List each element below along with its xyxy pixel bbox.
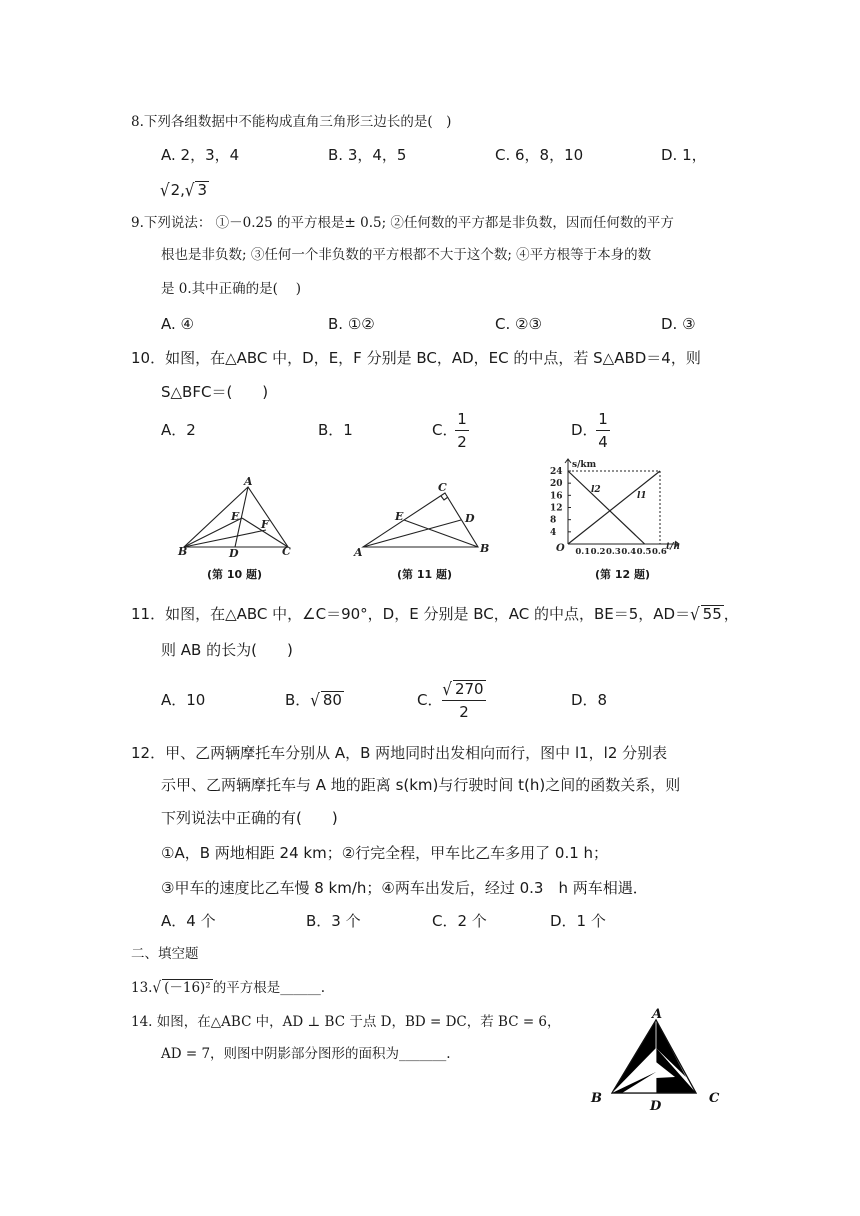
y-tick-label: 8	[550, 515, 557, 526]
y-tick-label: 24	[550, 467, 563, 477]
q12-option-a: A．4 个	[161, 912, 216, 930]
fig11-label-e: E	[395, 510, 404, 523]
q14-line2: AD = 7，则图中阴影部分图形的面积为_______.	[161, 1046, 451, 1062]
fig12-origin: O	[556, 543, 565, 554]
q8-option-a: A. 2，3，4	[161, 146, 240, 164]
figure-10	[170, 475, 300, 565]
q9-option-a: A. ④	[161, 315, 194, 333]
q9-option-d: D. ③	[661, 315, 696, 333]
fig12-y-axis-label: s/km	[572, 460, 597, 470]
fig10-label-a: A	[244, 475, 253, 488]
q9-line1: 9.下列说法： ①－0.25 的平方根是± 0.5; ②任何数的平方都是非负数，因而任何数的平方	[131, 215, 674, 231]
q9-option-b: B. ①②	[328, 315, 375, 333]
y-tick-label: 4	[550, 527, 557, 538]
q10-option-b: B．1	[318, 421, 353, 439]
q10-option-c-fraction: 1 2	[455, 410, 469, 451]
fig14-label-d: D	[650, 1099, 662, 1114]
q10-option-d-fraction: 1 4	[596, 410, 610, 451]
fig12-line-label-l1: l1	[637, 491, 647, 501]
q10-option-a: A．2	[161, 421, 196, 439]
fig10-label-c: C	[282, 545, 291, 558]
q12-option-b: B．3 个	[306, 912, 361, 930]
q8-option-b: B. 3，4，5	[328, 146, 407, 164]
fig10-label-b: B	[178, 545, 188, 558]
q12-line5: ③甲车的速度比乙车慢 8 km/h；④两车出发后，经过 0.3 h 两车相遇．	[161, 879, 648, 897]
x-tick-label: 0.3	[606, 547, 621, 557]
q9-line3: 是 0.其中正确的是( )	[161, 281, 301, 297]
q9-line2: 根也是非负数; ③任何一个非负数的平方根都不大于这个数; ④平方根等于本身的数	[161, 247, 652, 263]
q11-option-c-fraction: √ 270 2	[442, 680, 486, 721]
fig12-caption: (第 12 题)	[595, 568, 651, 581]
fig11-label-b: B	[480, 542, 490, 555]
figure-12-chart	[545, 458, 685, 558]
q12-line3: 下列说法中正确的有( )	[161, 809, 338, 827]
x-tick-label: 0.4	[621, 547, 637, 557]
x-tick-label: 0.2	[590, 547, 606, 557]
fig10-label-e: E	[231, 510, 240, 523]
x-tick-label: 0.5	[636, 547, 652, 557]
figure-14	[585, 1000, 725, 1115]
q8-option-d-cont: √2,√ 3	[160, 179, 207, 201]
fig12-x-axis-label: t/h	[666, 542, 680, 552]
fig12-line-label-l2: l2	[591, 485, 601, 495]
fig14-label-c: C	[709, 1091, 720, 1106]
fig10-label-d: D	[229, 547, 239, 560]
y-tick-label: 16	[550, 491, 563, 502]
q12-option-d: D．1 个	[550, 912, 606, 930]
q12-line2: 示甲、乙两辆摩托车与 A 地的距离 s(km)与行驶时间 t(h)之间的函数关系，则	[161, 776, 681, 794]
q11-option-c-prefix: C．	[417, 691, 443, 709]
fig10-label-f: F	[261, 518, 269, 531]
x-tick-label: 0.1	[575, 547, 591, 557]
q10-option-c-prefix: C．	[432, 421, 458, 439]
series-line-l1	[568, 471, 660, 544]
q10-option-d-prefix: D．	[571, 421, 598, 439]
q10-line2: S△BFC＝( )	[161, 383, 269, 401]
q12-option-c: C．2 个	[432, 912, 487, 930]
q8-stem: 8.下列各组数据中不能构成直角三角形三边长的是( )	[131, 114, 452, 130]
figure-11	[345, 478, 495, 563]
x-tick-label: 0.6	[652, 547, 667, 557]
q11-option-a: A．10	[161, 691, 206, 709]
y-tick-label: 12	[550, 503, 563, 514]
q12-line1: 12．甲、乙两辆摩托车分别从 A，B 两地同时出发相向而行，图中 l1，l2 分别表	[131, 744, 668, 762]
fig10-caption: (第 10 题)	[207, 568, 263, 581]
fig11-label-c: C	[438, 481, 447, 494]
section-heading-fill-in: 二、填空题	[131, 946, 199, 962]
fig11-caption: (第 11 题)	[397, 568, 453, 581]
q9-option-c: C. ②③	[495, 315, 542, 333]
y-tick-label: 20	[550, 479, 563, 490]
q13: 13.√ (－16)² 的平方根是______.	[131, 978, 326, 998]
q11-line2: 则 AB 的长为( )	[161, 641, 293, 659]
q11-line1: 11．如图，在△ABC 中，∠C＝90°，D，E 分别是 BC，AC 的中点，BE＝5，AD＝√ 55 ，	[131, 603, 739, 625]
q8-option-d: D. 1，	[661, 146, 707, 164]
fig14-label-b: B	[591, 1091, 602, 1106]
fig11-label-a: A	[354, 546, 363, 559]
fig14-label-a: A	[652, 1007, 663, 1022]
q14-line1: 14. 如图，在△ABC 中，AD ⊥ BC 于点 D，BD = DC，若 BC = 6，	[131, 1014, 561, 1030]
q8-option-c: C. 6，8，10	[495, 146, 584, 164]
q10-line1: 10．如图，在△ABC 中，D，E，F 分别是 BC，AD，EC 的中点，若 S△ABD＝4，则	[131, 349, 701, 367]
q12-line4: ①A，B 两地相距 24 km；②行完全程，甲车比乙车多用了 0.1 h；	[161, 844, 609, 862]
fig11-label-d: D	[465, 512, 475, 525]
series-line-l2	[568, 471, 645, 544]
q11-option-d: D．8	[571, 691, 608, 709]
q11-option-b: B．√ 80	[285, 689, 342, 711]
